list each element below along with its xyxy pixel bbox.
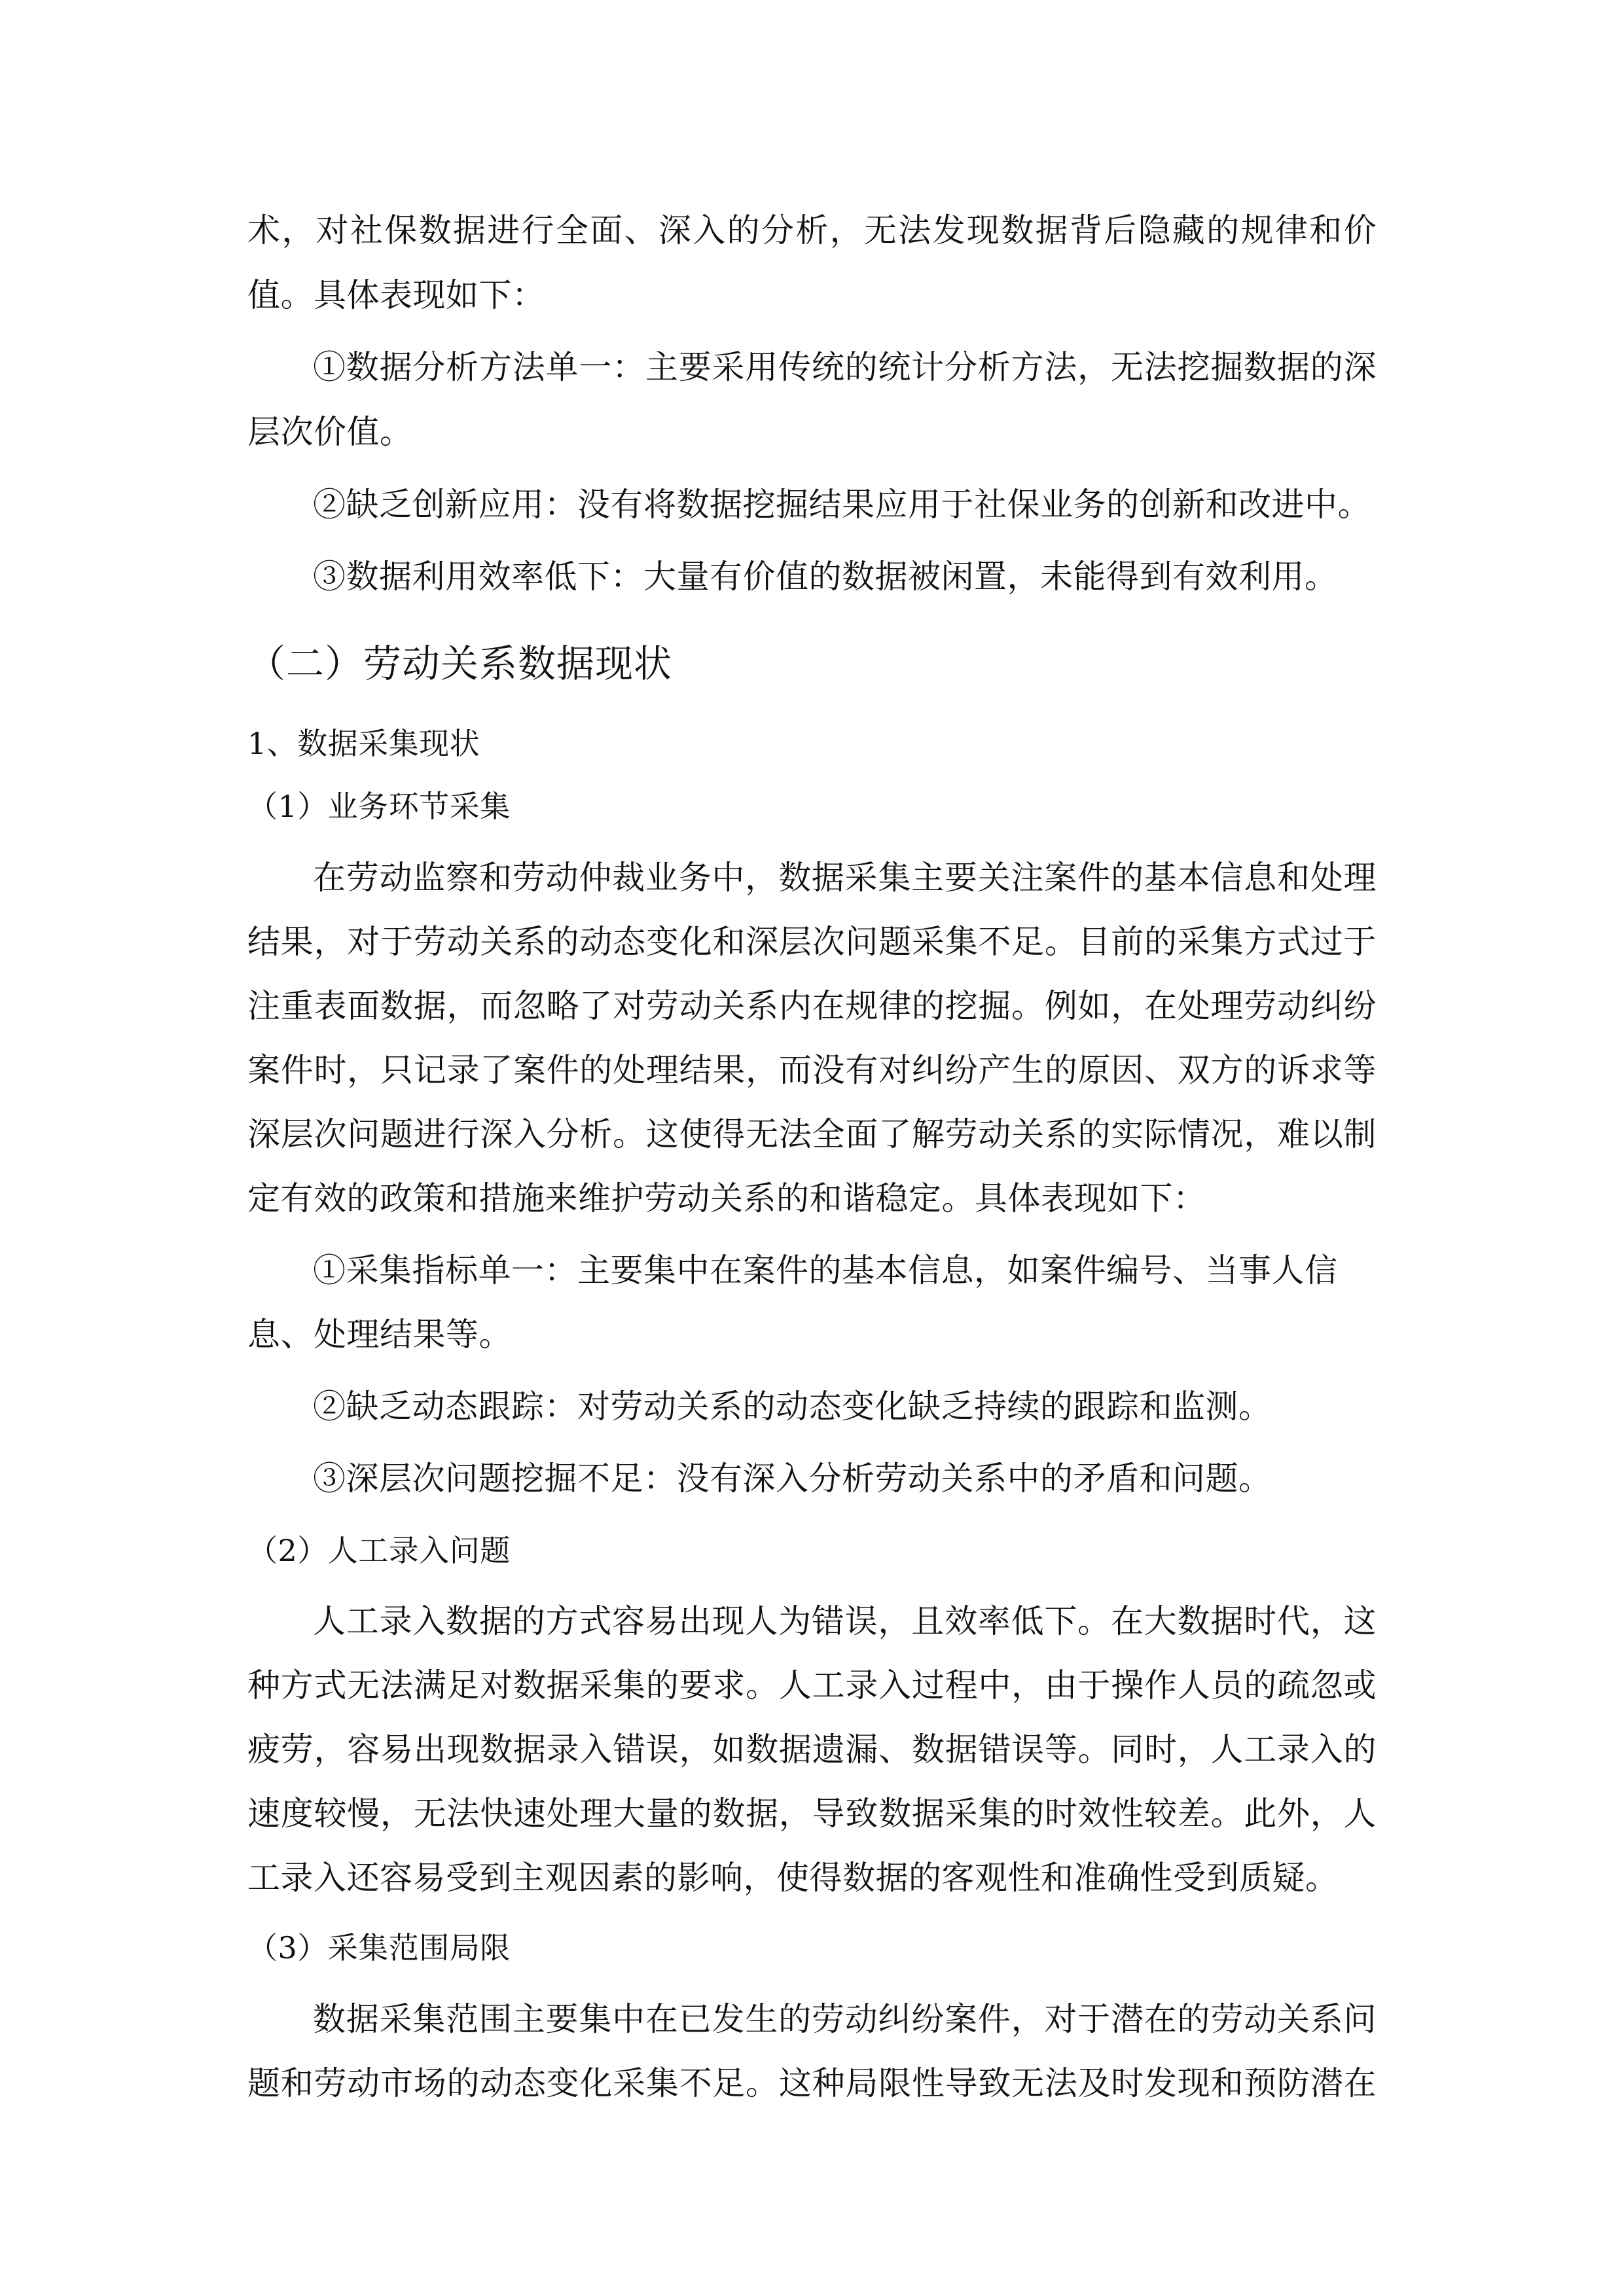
list-item-line: ①采集指标单一：主要集中在案件的基本信息，如案件编号、当事人信 [313,1251,1338,1289]
subsubsection-heading: （1）业务环节采集 [247,789,511,824]
paragraph-line: 题和劳动市场的动态变化采集不足。这种局限性导致无法及时发现和预防潜在 [247,2064,1377,2102]
paragraph-line: 疲劳，容易出现数据录入错误，如数据遗漏、数据错误等。同时，人工录入的 [247,1731,1377,1768]
subsubsection-heading: （3）采集范围局限 [247,1930,511,1965]
paragraph-line: 结果，对于劳动关系的动态变化和深层次问题采集不足。目前的采集方式过于 [247,923,1377,961]
list-item-line: 层次价值。 [247,413,413,451]
paragraph-line: 数据采集范围主要集中在已发生的劳动纠纷案件，对于潜在的劳动关系问 [313,2000,1377,2038]
paragraph-line: 工录入还容易受到主观因素的影响，使得数据的客观性和准确性受到质疑。 [247,1859,1339,1897]
list-item-line: ②缺乏创新应用：没有将数据挖掘结果应用于社保业务的创新和改进中。 [313,486,1371,524]
list-item-line: ①数据分析方法单一：主要采用传统的统计分析方法，无法挖掘数据的深 [313,348,1377,386]
paragraph-line: 速度较慢，无法快速处理大量的数据，导致数据采集的时效性较差。此外，人 [247,1795,1377,1833]
subsubsection-heading: （2）人工录入问题 [247,1533,511,1568]
paragraph-line: 在劳动监察和劳动仲裁业务中，数据采集主要关注案件的基本信息和处理 [313,859,1377,897]
paragraph-line: 定有效的政策和措施来维护劳动关系的和谐稳定。具体表现如下： [247,1179,1206,1217]
subsection-heading: 1、数据采集现状 [247,726,480,761]
list-item-line: ②缺乏动态跟踪：对劳动关系的动态变化缺乏持续的跟踪和监测。 [313,1388,1272,1426]
paragraph-line: 案件时，只记录了案件的处理结果，而没有对纠纷产生的原因、双方的诉求等 [247,1051,1377,1089]
section-heading: （二）劳动关系数据现状 [247,641,673,686]
paragraph-line: 术，对社保数据进行全面、深入的分析，无法发现数据背后隐藏的规律和价 [247,211,1377,249]
list-item-line: 息、处理结果等。 [247,1316,512,1354]
paragraph-line: 深层次问题进行深入分析。这使得无法全面了解劳动关系的实际情况，难以制 [247,1115,1377,1153]
list-item-line: ③深层次问题挖掘不足：没有深入分析劳动关系中的矛盾和问题。 [313,1460,1272,1498]
paragraph-line: 注重表面数据，而忽略了对劳动关系内在规律的挖掘。例如，在处理劳动纠纷 [247,987,1377,1025]
paragraph-line: 值。具体表现如下： [247,276,545,314]
list-item-line: ③数据利用效率低下：大量有价值的数据被闲置，未能得到有效利用。 [313,558,1338,596]
paragraph-line: 种方式无法满足对数据采集的要求。人工录入过程中，由于操作人员的疏忽或 [247,1666,1377,1704]
paragraph-line: 人工录入数据的方式容易出现人为错误，且效率低下。在大数据时代，这 [313,1602,1377,1640]
